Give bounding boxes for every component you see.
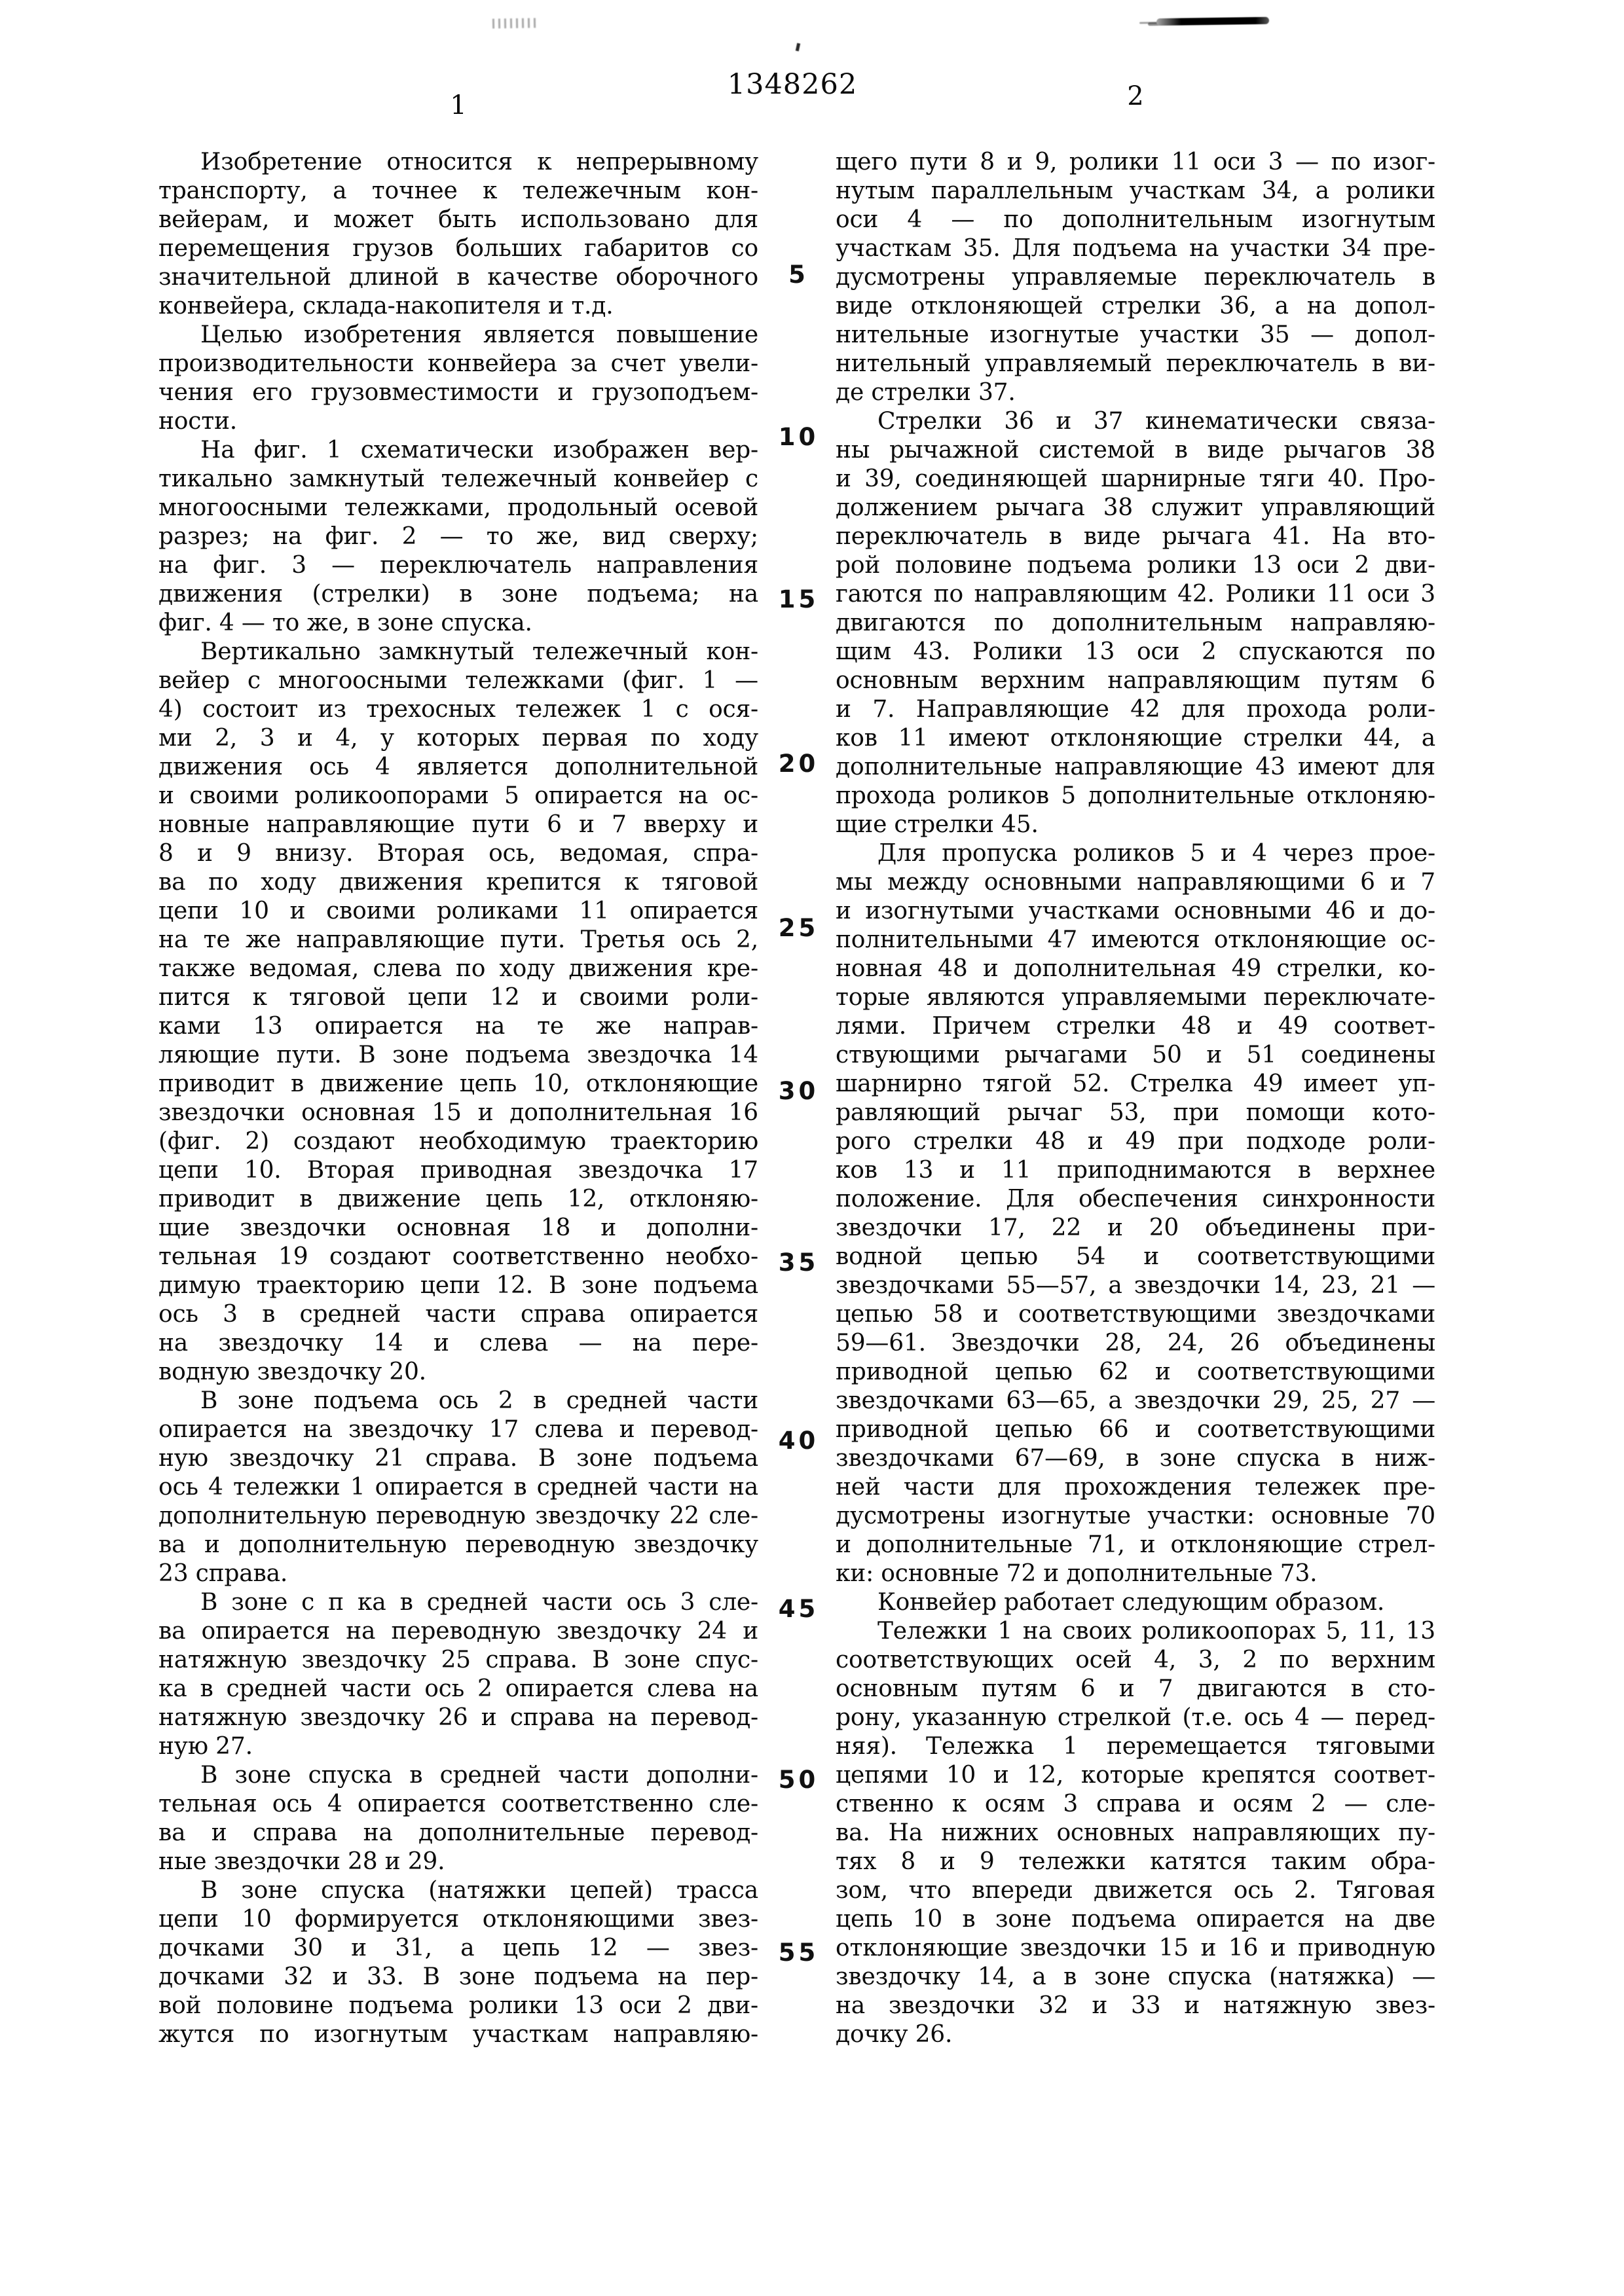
text-line: вейерам, и может быть использовано для	[158, 206, 758, 233]
text-line: ками 13 опирается на те же направ-	[158, 1013, 758, 1040]
text-line: дочками 32 и 33. В зоне подъема на пер-	[158, 1963, 758, 1990]
text-line: участкам 35. Для подъема на участки 34 пре-	[836, 235, 1435, 262]
text-line: чения его грузовместимости и грузоподъем-	[158, 379, 758, 406]
gutter-line-number: 45	[778, 1595, 819, 1623]
text-line: и дополнительные 71, и отклоняющие стрел-	[836, 1531, 1435, 1558]
gutter-line-number: 40	[778, 1427, 819, 1455]
text-line: нительные изогнутые участки 35 — допол-	[836, 321, 1435, 348]
text-column-right	[836, 148, 1435, 2049]
text-line: Вертикально замкнутый тележечный кон-	[200, 638, 758, 665]
gutter-line-number: 35	[778, 1248, 819, 1277]
text-line: цепь 10 в зоне подъема опирается на две	[836, 1906, 1435, 1933]
text-line: шарнирно тягой 52. Стрелка 49 имеет уп-	[836, 1070, 1435, 1097]
text-line: должением рычага 38 служит управляющий	[836, 494, 1435, 521]
text-line: ственно к осям 3 справа и осям 2 — сле-	[836, 1791, 1435, 1817]
text-line: приводной цепью 66 и соответствующими	[836, 1416, 1435, 1443]
gutter-line-number: 25	[778, 914, 819, 942]
text-line: мы между основными направляющими 6 и 7	[836, 869, 1435, 896]
text-line: димую траекторию цепи 12. В зоне подъема	[158, 1272, 758, 1299]
text-line: приводит в движение цепь 10, отклоняющие	[158, 1070, 758, 1097]
text-line: значительной длиной в качестве оборочного	[158, 264, 758, 291]
ink-smudge-streak	[1156, 17, 1269, 26]
text-line: прохода роликов 5 дополнительные отклоняю-	[836, 782, 1435, 809]
text-line: ва опирается на переводную звездочку 24 и	[158, 1618, 758, 1645]
text-line: ка в средней части ось 2 опирается слева на	[158, 1675, 758, 1702]
text-line: Тележки 1 на своих роликоопорах 5, 11, 13	[877, 1618, 1435, 1645]
text-line: Изобретение относится к непрерывному	[200, 149, 758, 175]
text-line: (фиг. 2) создают необходимую траекторию	[158, 1128, 758, 1155]
gutter-line-number: 10	[778, 423, 819, 451]
text-line: ков 11 имеют отклоняющие стрелки 44, а	[836, 725, 1435, 752]
text-line: конвейера, склада-накопителя и т.д.	[158, 293, 614, 319]
text-line: новная 48 и дополнительная 49 стрелки, ко-	[836, 955, 1435, 982]
text-line: равляющий рычаг 53, при помощи кото-	[836, 1099, 1435, 1126]
text-line: ную 27.	[158, 1733, 253, 1760]
gutter-line-number: 55	[778, 1939, 819, 1967]
text-line: лями. Причем стрелки 48 и 49 соответ-	[836, 1013, 1435, 1040]
text-line: вейер с многоосными тележками (фиг. 1 —	[158, 667, 758, 694]
text-line: цепи 10. Вторая приводная звездочка 17	[158, 1157, 758, 1184]
text-line: ков 13 и 11 приподнимаются в верхнее	[836, 1157, 1435, 1184]
text-line: ва и справа на дополнительные перевод-	[158, 1819, 758, 1846]
text-line: основным верхним направляющим путям 6	[836, 667, 1435, 694]
text-line: ности.	[158, 408, 237, 435]
text-line: щим 43. Ролики 13 оси 2 спускаются по	[836, 638, 1435, 665]
text-line: звездочками 67—69, в зоне спуска в ниж-	[836, 1445, 1435, 1472]
text-line: В зоне спуска (натяжки цепей) трасса	[200, 1877, 758, 1904]
text-line: нительный управляемый переключатель в ви-	[836, 350, 1435, 377]
text-line: ва. На нижних основных направляющих пу-	[836, 1819, 1435, 1846]
document-number: 1348262	[727, 68, 858, 101]
text-line: вой половине подъема ролики 13 оси 2 дви-	[158, 1992, 758, 2019]
text-line: фиг. 4 — то же, в зоне спуска.	[158, 610, 532, 636]
text-line: и своими роликоопорами 5 опирается на ос-	[158, 782, 758, 809]
text-line: дусмотрены управляемые переключатель в	[836, 264, 1435, 291]
text-line: ось 3 в средней части справа опирается	[158, 1301, 758, 1328]
text-line: ми 2, 3 и 4, у которых первая по ходу	[158, 725, 758, 752]
text-line: перемещения грузов больших габаритов со	[158, 235, 758, 262]
text-line: пится к тяговой цепи 12 и своими роли-	[158, 984, 758, 1011]
text-line: цепью 58 и соответствующими звездочками	[836, 1301, 1435, 1328]
text-line: рой половине подъема ролики 13 оси 2 дви-	[836, 552, 1435, 579]
text-line: нутым параллельным участкам 34, а ролики	[836, 177, 1435, 204]
text-line: и изогнутыми участками основными 46 и до-	[836, 898, 1435, 924]
text-line: отклоняющие звездочки 15 и 16 и приводную	[836, 1935, 1435, 1961]
text-line: жутся по изогнутым участкам направляю-	[158, 2021, 758, 2048]
text-line: тельная 19 создают соответственно необхо-	[158, 1243, 758, 1270]
text-line: няя). Тележка 1 перемещается тяговыми	[836, 1733, 1435, 1760]
text-line: В зоне с п ка в средней части ось 3 сле-	[200, 1589, 758, 1616]
text-line: дополнительные направляющие 43 имеют для	[836, 754, 1435, 780]
text-line: ные звездочки 28 и 29.	[158, 1848, 445, 1875]
text-line: торые являются управляемыми переключате-	[836, 984, 1435, 1011]
gutter-line-number: 20	[778, 750, 819, 778]
text-line: основным путям 6 и 7 двигаются в сто-	[836, 1675, 1435, 1702]
text-line: натяжную звездочку 25 справа. В зоне спус-	[158, 1647, 758, 1673]
text-line: 4) состоит из трехосных тележек 1 с ося-	[158, 696, 758, 723]
text-line: новные направляющие пути 6 и 7 вверху и	[158, 811, 758, 838]
text-line: ось 4 тележки 1 опирается в средней части на	[158, 1474, 758, 1501]
text-line: дополнительную переводную звездочку 22 сле-	[158, 1503, 758, 1529]
text-line: тях 8 и 9 тележки катятся таким обра-	[836, 1848, 1435, 1875]
text-line: ва и дополнительную переводную звездочку	[158, 1531, 758, 1558]
ink-smudge-speckles	[492, 18, 540, 28]
text-line: ную звездочку 21 справа. В зоне подъема	[158, 1445, 758, 1472]
text-line: положение. Для обеспечения синхронности	[836, 1186, 1435, 1212]
text-line: щие стрелки 45.	[836, 811, 1039, 838]
text-line: звездочки основная 15 и дополнительная 16	[158, 1099, 758, 1126]
text-line: щие звездочки основная 18 и дополни-	[158, 1214, 758, 1241]
text-line: соответствующих осей 4, 3, 2 по верхним	[836, 1647, 1435, 1673]
text-line: В зоне подъема ось 2 в средней части	[200, 1387, 758, 1414]
text-line: виде отклоняющей стрелки 36, а на допол-	[836, 293, 1435, 319]
text-line: натяжную звездочку 26 и справа на перевод-	[158, 1704, 758, 1731]
text-line: 8 и 9 внизу. Вторая ось, ведомая, спра-	[158, 840, 758, 867]
text-line: тикально замкнутый тележечный конвейер с	[158, 465, 758, 492]
text-column-left	[158, 148, 758, 2049]
text-line: производительности конвейера за счет увели-	[158, 350, 758, 377]
text-line: на те же направляющие пути. Третья ось 2,	[158, 926, 758, 953]
text-line: звездочками 63—65, а звездочки 29, 25, 27 —	[836, 1387, 1435, 1414]
text-line: рого стрелки 48 и 49 при подходе роли-	[836, 1128, 1435, 1155]
text-line: опирается на звездочку 17 слева и перевод-	[158, 1416, 758, 1443]
text-line: разрез; на фиг. 2 — то же, вид сверху;	[158, 523, 758, 550]
text-line: 59—61. Звездочки 28, 24, 26 объединены	[836, 1330, 1435, 1357]
text-line: В зоне спуска в средней части дополни-	[200, 1762, 758, 1789]
text-line: полнительными 47 имеются отклоняющие ос-	[836, 926, 1435, 953]
text-line: дусмотрены изогнутые участки: основные 70	[836, 1503, 1435, 1529]
text-line: звездочки 17, 22 и 20 объединены при-	[836, 1214, 1435, 1241]
text-line: 23 справа.	[158, 1560, 288, 1587]
text-line: на фиг. 3 — переключатель направления	[158, 552, 758, 579]
text-line: ляющие пути. В зоне подъема звездочка 14	[158, 1042, 758, 1068]
text-line: Целью изобретения является повышение	[200, 321, 758, 348]
text-line: рону, указанную стрелкой (т.е. ось 4 — перед-	[836, 1704, 1435, 1731]
gutter-line-number: 30	[778, 1077, 819, 1105]
text-line: и 7. Направляющие 42 для прохода роли-	[836, 696, 1435, 723]
text-line: транспорту, а точнее к тележечным кон-	[158, 177, 758, 204]
column-number-left: 1	[450, 90, 467, 120]
gutter-line-number: 50	[778, 1766, 819, 1794]
text-line: гаются по направляющим 42. Ролики 11 оси 3	[836, 581, 1435, 608]
text-line: цепями 10 и 12, которые крепятся соответ-	[836, 1762, 1435, 1789]
gutter-line-number: 15	[778, 585, 819, 613]
text-line: звездочками 55—57, а звездочки 14, 23, 21 —	[836, 1272, 1435, 1299]
text-line: и 39, соединяющей шарнирные тяги 40. Про-	[836, 465, 1435, 492]
text-line: зом, что впереди движется ось 2. Тяговая	[836, 1877, 1435, 1904]
text-line: приводной цепью 62 и соответствующими	[836, 1358, 1435, 1385]
text-line: дочками 30 и 31, а цепь 12 — звез-	[158, 1935, 758, 1961]
text-line: приводит в движение цепь 12, отклоняю-	[158, 1186, 758, 1212]
text-line: Стрелки 36 и 37 кинематически связа-	[877, 408, 1435, 435]
text-line: также ведомая, слева по ходу движения кре-	[158, 955, 758, 982]
text-line: ствующими рычагами 50 и 51 соединены	[836, 1042, 1435, 1068]
text-line: цепи 10 и своими роликами 11 опирается	[158, 898, 758, 924]
gutter-line-number: 5	[788, 261, 809, 289]
text-line: ки: основные 72 и дополнительные 73.	[836, 1560, 1318, 1587]
text-line: на звездочку 14 и слева — на пере-	[158, 1330, 758, 1357]
text-line: движения (стрелки) в зоне подъема; на	[158, 581, 758, 608]
text-line: многоосными тележками, продольный осевой	[158, 494, 758, 521]
text-line: ней части для прохождения тележек пре-	[836, 1474, 1435, 1501]
text-line: Для пропуска роликов 5 и 4 через прое-	[877, 840, 1435, 867]
text-line: Конвейер работает следующим образом.	[877, 1589, 1385, 1616]
text-line: цепи 10 формируется отклоняющими звез-	[158, 1906, 758, 1933]
text-line: двигаются по дополнительным направляю-	[836, 610, 1435, 636]
text-line: де стрелки 37.	[836, 379, 1016, 406]
text-line: ны рычажной системой в виде рычагов 38	[836, 437, 1435, 464]
text-line: движения ось 4 является дополнительной	[158, 754, 758, 780]
text-line: на звездочки 32 и 33 и натяжную звез-	[836, 1992, 1435, 2019]
text-line: дочку 26.	[836, 2021, 953, 2048]
text-line: водную звездочку 20.	[158, 1358, 426, 1385]
text-line: водной цепью 54 и соответствующими	[836, 1243, 1435, 1270]
text-line: На фиг. 1 схематически изображен вер-	[200, 437, 758, 464]
text-line: оси 4 — по дополнительным изогнутым	[836, 206, 1435, 233]
ink-smudge-dot	[796, 43, 800, 52]
column-number-right: 2	[1127, 81, 1144, 111]
text-line: звездочку 14, а в зоне спуска (натяжка) —	[836, 1963, 1435, 1990]
text-line: переключатель в виде рычага 41. На вто-	[836, 523, 1435, 550]
text-line: щего пути 8 и 9, ролики 11 оси 3 — по изог-	[836, 149, 1435, 175]
text-line: ва по ходу движения крепится к тяговой	[158, 869, 758, 896]
text-line: тельная ось 4 опирается соответственно сле-	[158, 1791, 758, 1817]
